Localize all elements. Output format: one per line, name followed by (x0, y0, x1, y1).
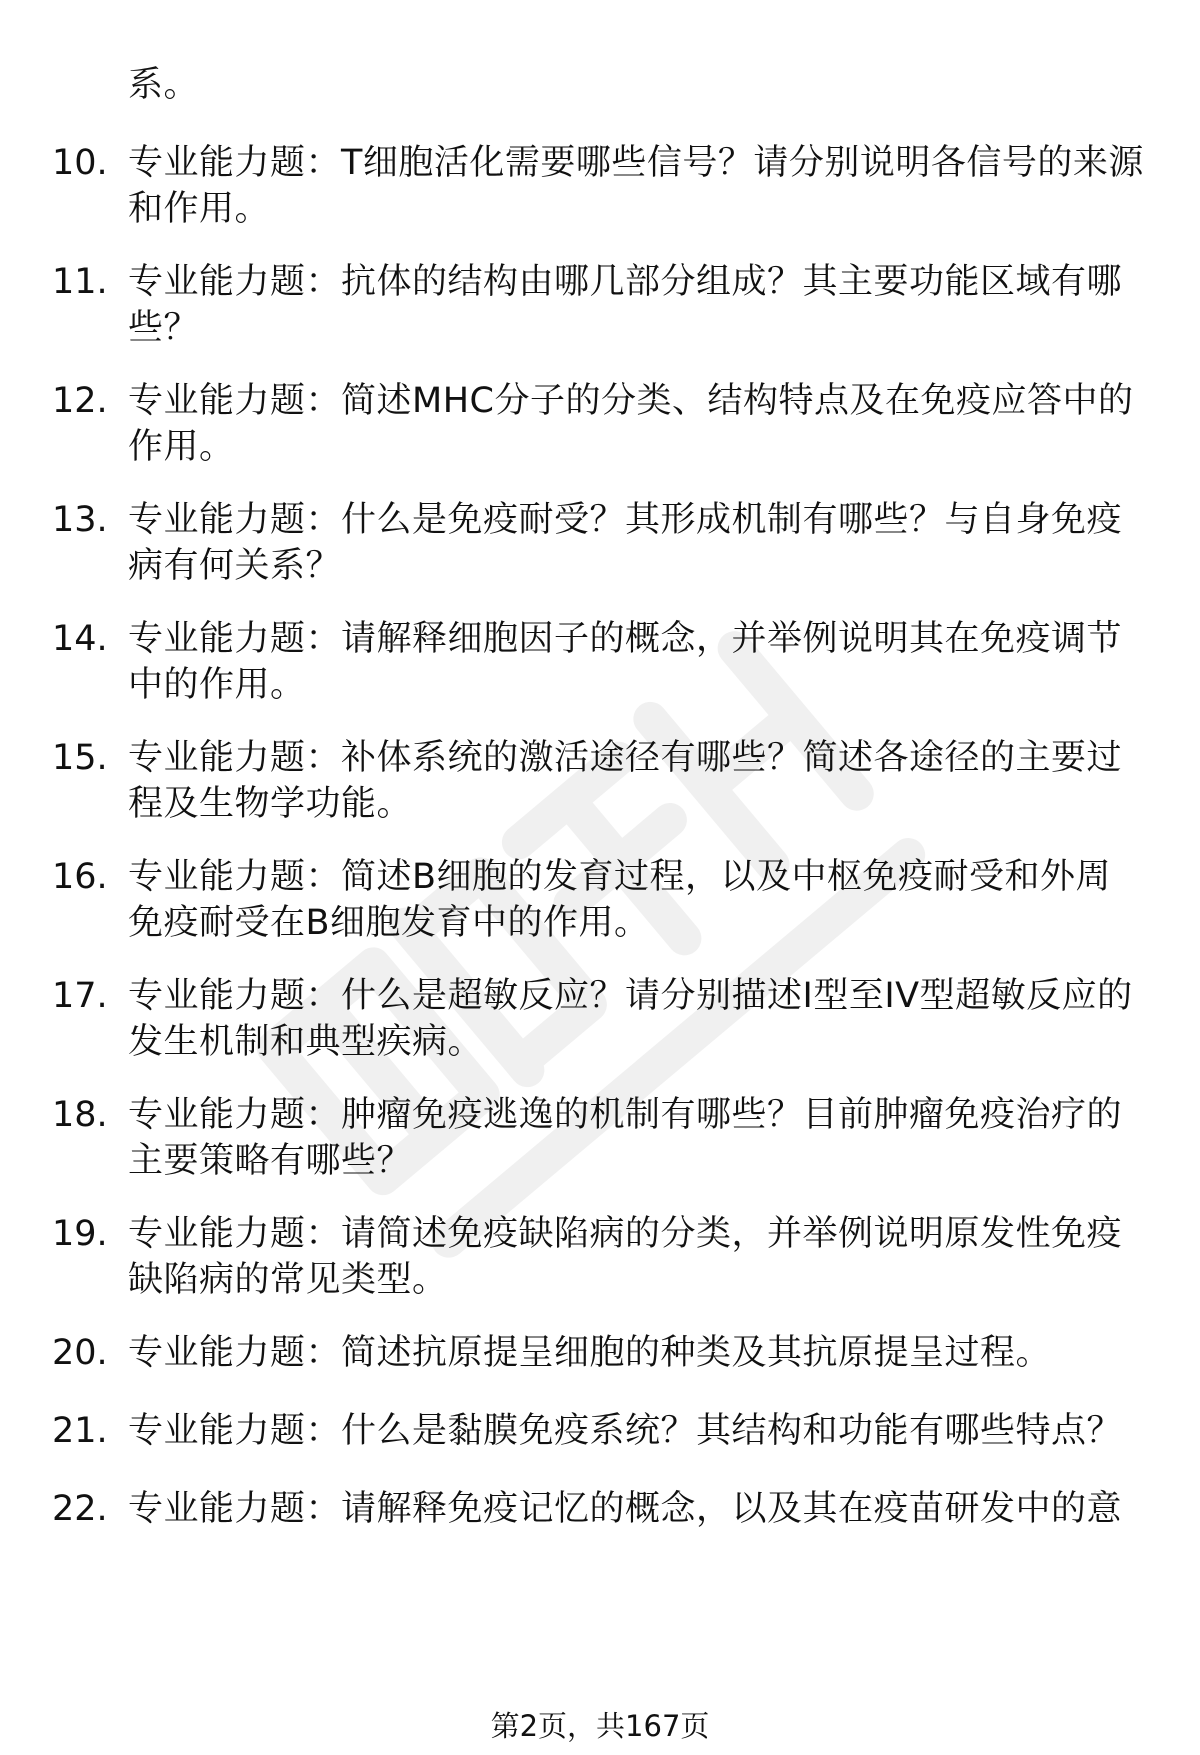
question-number: 13. (52, 500, 108, 540)
question-text-line: 专业能力题：补体系统的激活途径有哪些？简述各途径的主要过 (128, 738, 1123, 778)
question-text (128, 973, 1170, 1065)
question-text (128, 1408, 1170, 1454)
question-text-line: 专业能力题：简述B细胞的发育过程，以及中枢免疫耐受和外周 (128, 857, 1112, 897)
question-number: 11. (52, 262, 108, 302)
question-number: 18. (52, 1095, 108, 1135)
question-number: 22. (52, 1489, 108, 1529)
question-text (128, 1092, 1170, 1184)
question-text-line: 些？ (128, 308, 200, 348)
question-number: 16. (52, 857, 108, 897)
question-text-line: 和作用。 (128, 189, 271, 229)
continued-text: 系。 (128, 65, 200, 105)
question-number: 15. (52, 738, 108, 778)
question-text-line: 主要策略有哪些？ (128, 1141, 413, 1181)
question-number: 14. (52, 619, 108, 659)
question-text (128, 616, 1170, 708)
question-text-line: 发生机制和典型疾病。 (128, 1022, 484, 1062)
question-number: 20. (52, 1333, 108, 1373)
question-text-line: 专业能力题：什么是黏膜免疫系统？其结构和功能有哪些特点？ (128, 1411, 1123, 1451)
question-text-line: 专业能力题：简述抗原提呈细胞的种类及其抗原提呈过程。 (128, 1333, 1052, 1373)
question-text-line: 专业能力题：请简述免疫缺陷病的分类，并举例说明原发性免疫 (128, 1214, 1123, 1254)
question-text-line: 缺陷病的常见类型。 (128, 1260, 448, 1300)
question-text (128, 735, 1170, 827)
question-text (128, 1486, 1170, 1532)
question-text-line: 专业能力题：抗体的结构由哪几部分组成？其主要功能区域有哪 (128, 262, 1123, 302)
question-number: 12. (52, 381, 108, 421)
question-text-line: 中的作用。 (128, 665, 306, 705)
page-footer: 第2页，共167页 (490, 1709, 710, 1743)
question-number: 10. (52, 143, 108, 183)
question-number: 21. (52, 1411, 108, 1451)
question-text (128, 1330, 1170, 1376)
question-text-line: 作用。 (128, 427, 235, 467)
question-text (128, 378, 1170, 470)
question-text-line: 专业能力题：什么是免疫耐受？其形成机制有哪些？与自身免疫 (128, 500, 1123, 540)
question-text-line: 免疫耐受在B细胞发育中的作用。 (128, 903, 650, 943)
question-text-line: 专业能力题：什么是超敏反应？请分别描述I型至IV型超敏反应的 (128, 976, 1133, 1016)
question-number: 17. (52, 976, 108, 1016)
question-number: 19. (52, 1214, 108, 1254)
question-text-line: 专业能力题：请解释免疫记忆的概念，以及其在疫苗研发中的意 (128, 1489, 1123, 1529)
question-text (128, 1211, 1170, 1303)
question-text-line: 专业能力题：简述MHC分子的分类、结构特点及在免疫应答中的 (128, 381, 1134, 421)
question-text-line: 专业能力题：肿瘤免疫逃逸的机制有哪些？目前肿瘤免疫治疗的 (128, 1095, 1123, 1135)
question-text-line: 专业能力题：T细胞活化需要哪些信号？请分别说明各信号的来源 (128, 143, 1144, 183)
question-text (128, 497, 1170, 589)
question-text (128, 140, 1170, 232)
question-text-line: 程及生物学功能。 (128, 784, 413, 824)
question-text-line: 专业能力题：请解释细胞因子的概念，并举例说明其在免疫调节 (128, 619, 1123, 659)
question-text-line: 病有何关系？ (128, 546, 342, 586)
question-text (128, 854, 1170, 946)
question-text (128, 259, 1170, 351)
